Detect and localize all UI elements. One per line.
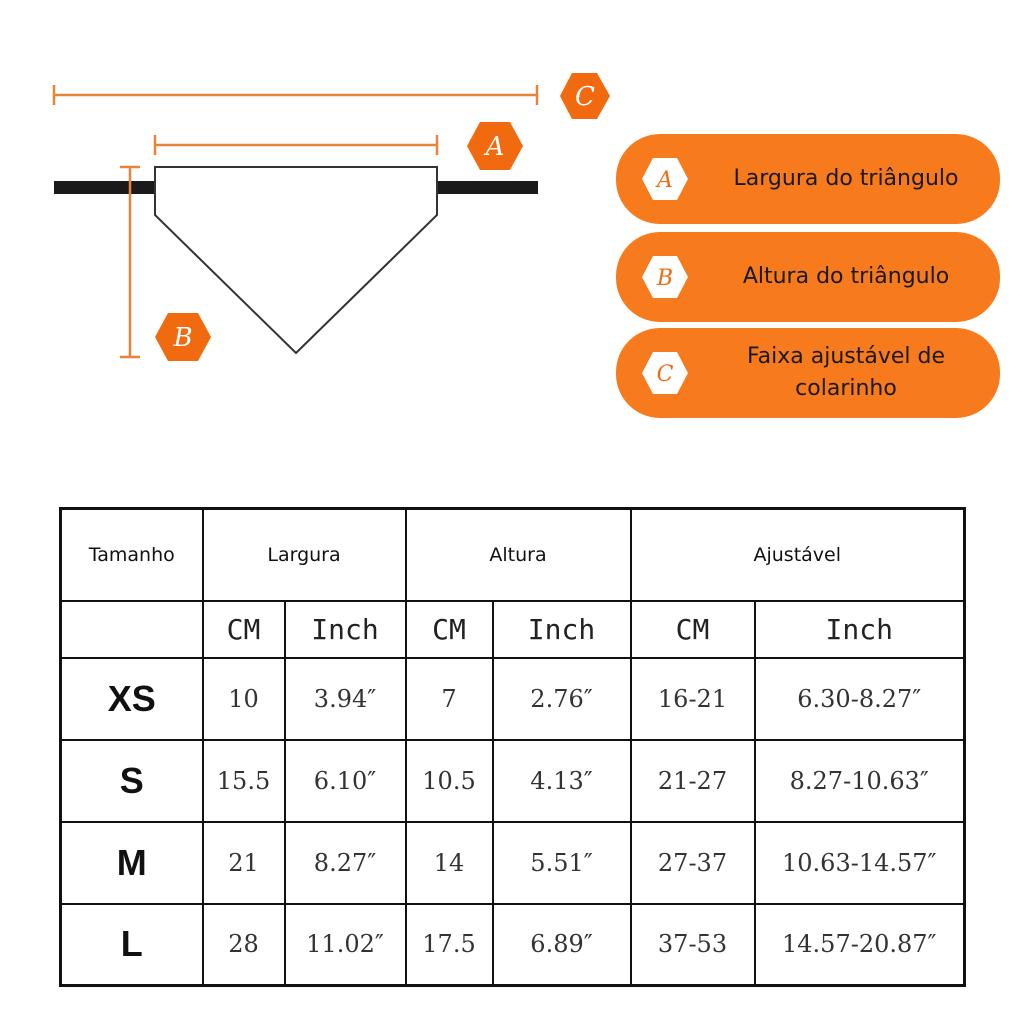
svg-text:A: A [485, 132, 505, 162]
table-cell: 8.27-10.63″ [789, 766, 929, 795]
table-cell: 16-21 [657, 684, 728, 713]
table-cell: 27-37 [657, 848, 728, 877]
table-cell: 10.63-14.57″ [782, 848, 937, 877]
unit-label: CM [675, 612, 710, 646]
table-row [61, 822, 965, 904]
header-width: Largura [267, 543, 341, 566]
header-height: Altura [489, 543, 547, 566]
dimension-b [120, 167, 140, 357]
table-row [61, 904, 965, 986]
table-unit-row [61, 601, 965, 658]
table-cell: 6.30-8.27″ [797, 684, 922, 713]
svg-text:A: A [657, 168, 673, 193]
marker-c-icon [560, 73, 610, 119]
svg-text:B: B [173, 323, 193, 353]
size-label: M [116, 841, 147, 883]
unit-label: Inch [527, 612, 596, 646]
table-cell: 14 [433, 848, 465, 877]
header-adjustable: Ajustável [753, 543, 842, 566]
table-cell: 37-53 [657, 930, 728, 959]
table-cell: 10.5 [422, 766, 476, 795]
header-size: Tamanho [88, 543, 175, 566]
legend-marker-c-icon [640, 348, 690, 398]
dimension-c [54, 85, 537, 105]
table-cell: 15.5 [216, 766, 271, 795]
table-cell: 3.94″ [313, 684, 377, 713]
legend-label-c: Faixa ajustável de colarinho [747, 344, 945, 401]
legend-marker-b-icon [640, 252, 690, 302]
unit-empty-cell [61, 601, 203, 658]
unit-label: CM [226, 612, 261, 646]
table-row [61, 740, 965, 822]
svg-text:B: B [656, 266, 674, 291]
size-label: XS [107, 677, 156, 719]
marker-a-icon [467, 122, 523, 170]
table-cell: 8.27″ [313, 848, 377, 877]
table-cell: 6.89″ [530, 930, 593, 959]
size-label: L [120, 923, 143, 965]
table-cell: 2.76″ [530, 684, 593, 713]
legend-marker-a-icon [640, 154, 690, 204]
svg-text:C: C [656, 362, 674, 387]
legend-item-a [616, 134, 1000, 224]
table-cell: 7 [441, 684, 457, 713]
table-cell: 4.13″ [530, 766, 593, 795]
legend-item-b [616, 232, 1000, 322]
svg-text:C: C [575, 82, 595, 112]
table-cell: 21 [228, 848, 259, 877]
table-header-row [61, 509, 965, 601]
table-cell: 10 [228, 684, 259, 713]
table-cell: 17.5 [422, 930, 476, 959]
legend-item-c [616, 328, 1000, 418]
table-cell: 21-27 [657, 766, 728, 795]
table-row [61, 658, 965, 740]
dimension-a [155, 135, 437, 155]
legend-label-b: Altura do triângulo [742, 264, 950, 289]
size-table [59, 507, 966, 987]
unit-label: CM [432, 612, 466, 646]
table-cell: 14.57-20.87″ [782, 930, 937, 959]
unit-label: Inch [311, 612, 379, 646]
table-cell: 5.51″ [530, 848, 593, 877]
table-cell: 6.10″ [313, 766, 377, 795]
legend-label-a: Largura do triângulo [733, 166, 959, 191]
table-cell: 11.02″ [306, 930, 384, 959]
unit-label: Inch [825, 612, 893, 646]
size-label: S [119, 759, 144, 801]
table-cell: 28 [228, 930, 259, 959]
marker-b-icon [155, 313, 211, 361]
